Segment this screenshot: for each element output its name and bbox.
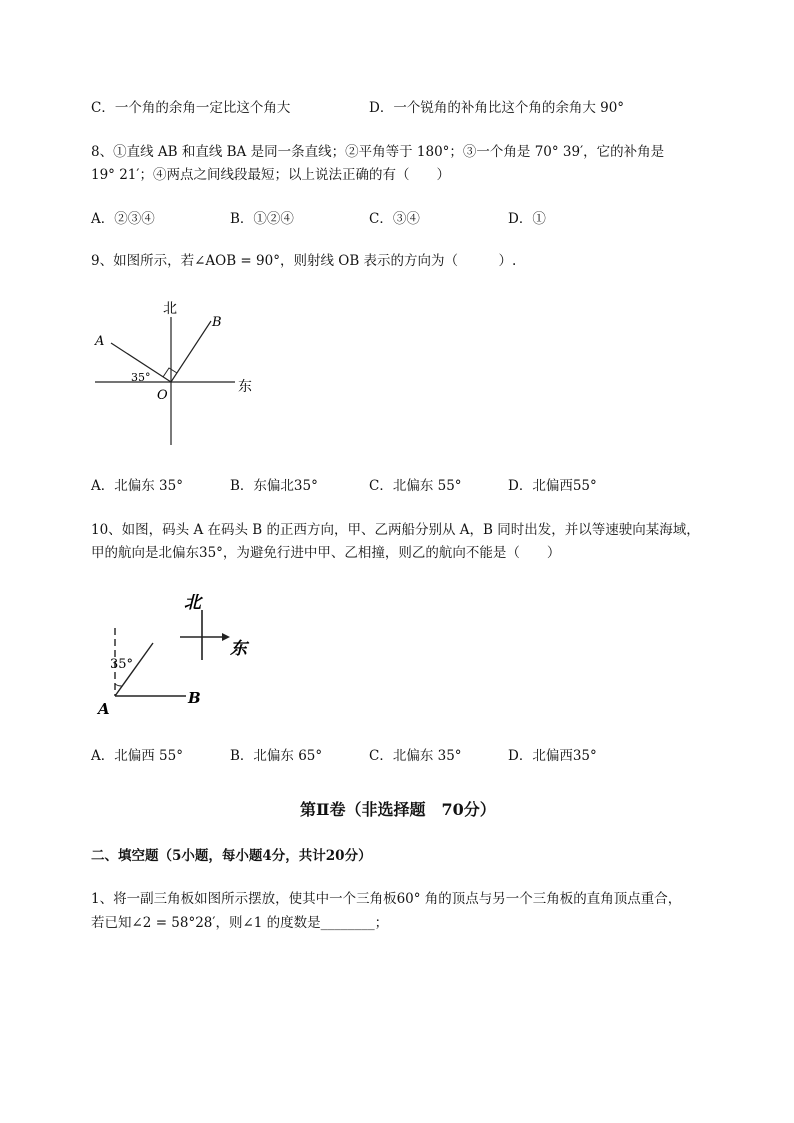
q10-option-c: C．北偏东 35° xyxy=(369,748,462,764)
q9-option-c: C．北偏东 55° xyxy=(369,478,462,494)
q9-option-d: D．北偏西55° xyxy=(508,478,597,494)
q9-stem: 9、如图所示，若∠AOB = 90°，则射线 OB 表示的方向为（ ）. xyxy=(91,253,517,269)
q8-stem-line1: 8、①直线 AB 和直线 BA 是同一条直线；②平角等于 180°；③一个角是 70° 39′，它的补角是 xyxy=(91,144,665,160)
point-a-label: A xyxy=(95,334,105,349)
q10-option-b: B．北偏东 65° xyxy=(230,748,323,764)
east-label: 东 xyxy=(238,379,252,395)
q9-option-b: B．东偏北35° xyxy=(230,478,318,494)
q8-stem-line2: 19° 21′；④两点之间线段最短；以上说法正确的有（ ） xyxy=(91,167,450,183)
section-title: 第Ⅱ卷（非选择题 70分） xyxy=(300,800,496,819)
point-a-label: A xyxy=(98,700,110,718)
q10-option-a: A．北偏西 55° xyxy=(91,748,183,764)
angle-arc xyxy=(115,684,122,686)
q8-option-d: D．① xyxy=(508,211,546,227)
fill1-stem-line1: 1、将一副三角板如图所示摆放，使其中一个三角板60° 角的顶点与另一个三角板的直角顶点重合， xyxy=(91,891,682,907)
fill1-stem-line2: 若已知∠2 = 58°28′，则∠1 的度数是________； xyxy=(91,915,389,931)
q10-direction-figure xyxy=(90,588,260,723)
q10-stem-line1: 10、如图，码头 A 在码头 B 的正西方向，甲、乙两船分别从 A，B 同时出发，并以等速驶向某海域， xyxy=(91,522,700,538)
section-heading: 二、填空题（5小题，每小题4分，共计20分） xyxy=(91,848,372,864)
q8-option-c: C．③④ xyxy=(369,211,420,227)
q8-option-b: B．①②④ xyxy=(230,211,294,227)
angle-label: 35° xyxy=(131,371,151,384)
q10-stem-line2: 甲的航向是北偏东35°，为避免行进中甲、乙相撞，则乙的航向不能是（ ） xyxy=(91,545,561,561)
angle-label: 35° xyxy=(110,657,134,672)
point-b-label: B xyxy=(212,315,222,330)
east-label: 东 xyxy=(230,639,247,659)
q7-option-d: D．一个锐角的补角比这个角的余角大 90° xyxy=(369,100,625,116)
north-label: 北 xyxy=(163,301,177,317)
north-label: 北 xyxy=(184,593,201,613)
q9-direction-figure xyxy=(85,295,275,455)
point-o-label: O xyxy=(157,388,168,403)
compass-arrow-icon xyxy=(222,633,230,641)
q7-option-c: C．一个角的余角一定比这个角大 xyxy=(91,100,291,116)
q8-option-a: A．②③④ xyxy=(91,211,155,227)
point-b-label: B xyxy=(188,689,201,707)
q10-option-d: D．北偏西35° xyxy=(508,748,597,764)
q9-option-a: A．北偏东 35° xyxy=(91,478,183,494)
